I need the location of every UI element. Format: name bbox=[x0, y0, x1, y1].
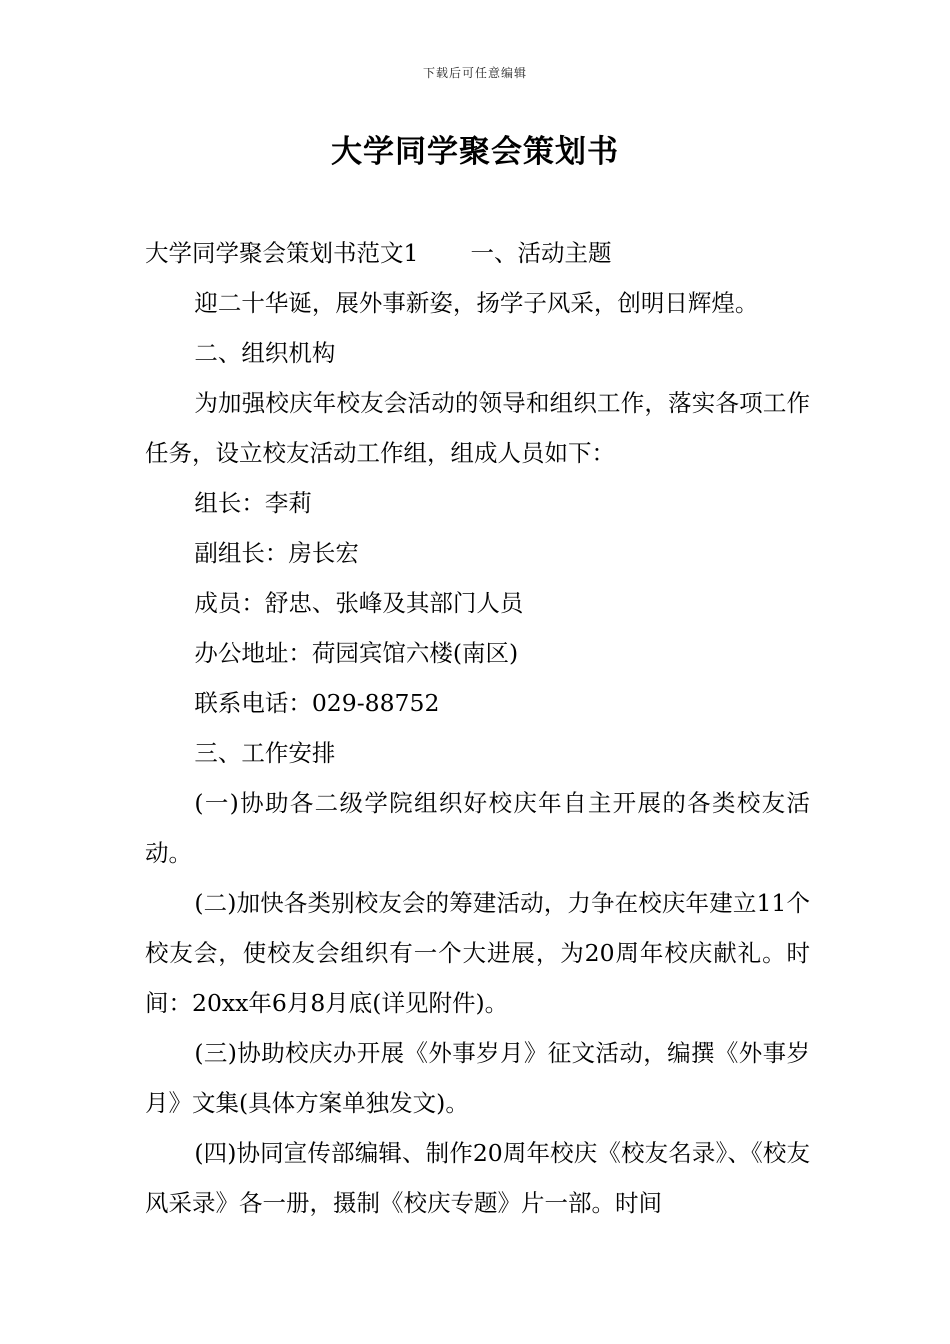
paragraph-task-2: (二)加快各类别校友会的筹建活动，力争在校庆年建立11个校友会，使校友会组织有一个大进展，为20周年校庆献礼。时间：20xx年6月8月底(详见附件)。 bbox=[145, 889, 810, 1017]
section-heading-2: 二、组织机构 bbox=[194, 339, 336, 367]
paragraph-task-3: (三)协助校庆办开展《外事岁月》征文活动，编撰《外事岁月》文集(具体方案单独发文)。 bbox=[145, 1039, 810, 1117]
paragraph-task-4: (四)协同宣传部编辑、制作20周年校庆《校友名录》、《校友风采录》各一册，摄制《校庆专题》片一部。时间 bbox=[145, 1139, 810, 1217]
section-heading-3: 三、工作安排 bbox=[194, 739, 336, 767]
paragraph-leader: 组长：李莉 bbox=[194, 489, 312, 517]
paragraph-phone: 联系电话：029-88752 bbox=[194, 689, 440, 717]
document-body bbox=[145, 228, 810, 1228]
section-heading-1: 一、活动主题 bbox=[470, 239, 612, 267]
header-note: 下载后可任意编辑 bbox=[422, 66, 527, 80]
paragraph-members: 成员：舒忠、张峰及其部门人员 bbox=[194, 589, 524, 617]
subtitle-text: 大学同学聚会策划书范文1 bbox=[145, 239, 419, 267]
first-line bbox=[145, 228, 810, 278]
paragraph-theme: 迎二十华诞，展外事新姿，扬学子风采，创明日辉煌。 bbox=[194, 289, 759, 317]
paragraph-task-1: (一)协助各二级学院组织好校庆年自主开展的各类校友活动。 bbox=[145, 789, 810, 867]
document-title: 大学同学聚会策划书 bbox=[331, 134, 619, 170]
paragraph-organization: 为加强校庆年校友会活动的领导和组织工作，落实各项工作任务，设立校友活动工作组，组成人员如下： bbox=[145, 389, 810, 467]
paragraph-deputy-leader: 副组长：房长宏 bbox=[194, 539, 359, 567]
paragraph-office-address: 办公地址：荷园宾馆六楼(南区) bbox=[194, 639, 519, 667]
